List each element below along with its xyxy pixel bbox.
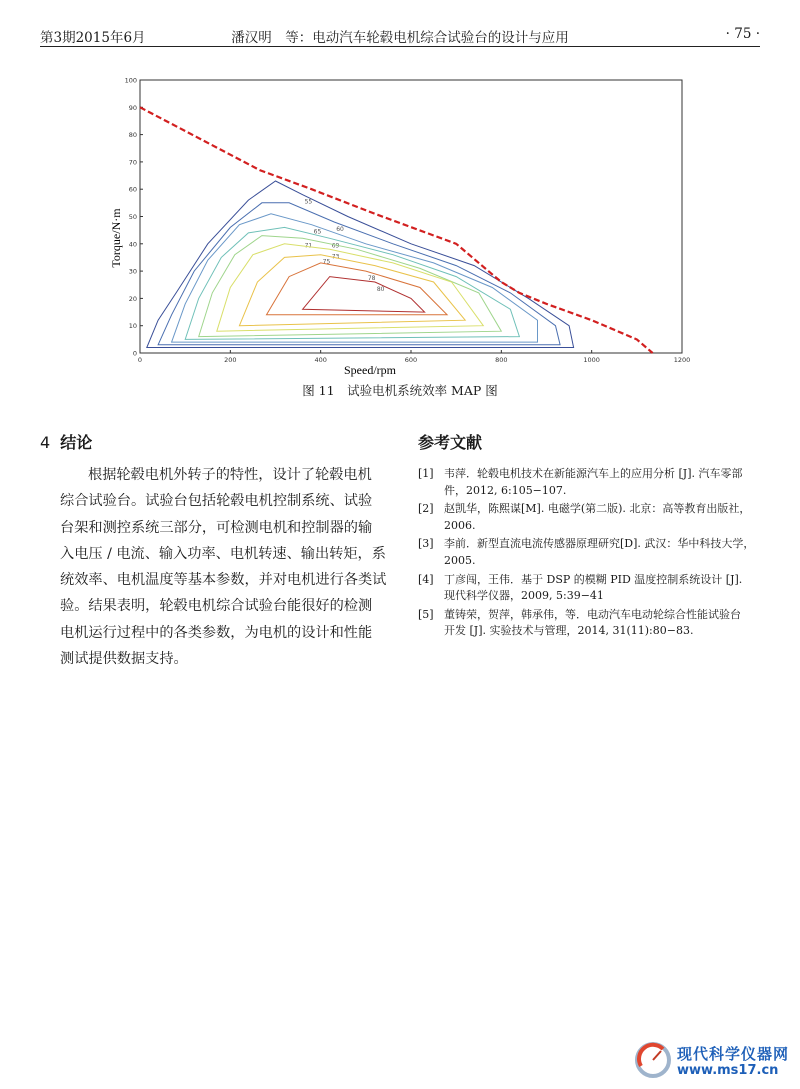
reference-line: 丁彦闯，王伟．基于 DSP 的模糊 PID 温度控制系统设计 [J]. <box>444 572 743 586</box>
figure-caption: 图 11 试验电机系统效率 MAP 图 <box>302 383 498 398</box>
x-tick-label: 600 <box>404 356 418 364</box>
reference-item <box>418 572 778 605</box>
y-tick-label: 40 <box>128 240 137 249</box>
x-tick-label: 0 <box>137 356 143 364</box>
watermark-url: www.ms17.cn <box>677 1063 779 1078</box>
reference-line: 董铸荣，贺萍，韩承伟，等．电动汽车电动轮综合性能试验台 <box>444 607 741 621</box>
reference-item <box>418 607 778 640</box>
paragraph-line: 根据轮毂电机外转子的特性，设计了轮毂电机 <box>88 467 372 483</box>
reference-number: [5] <box>418 607 434 621</box>
reference-number: [2] <box>418 502 434 516</box>
reference-number: [1] <box>418 467 434 480</box>
reference-line: 现代科学仪器，2009, 5:39−41 <box>444 589 604 603</box>
x-tick-label: 1200 <box>673 356 691 364</box>
reference-item <box>418 466 778 499</box>
reference-line: 2006. <box>444 518 476 532</box>
paragraph-line: 电机运行过程中的各类参数，为电机的设计和性能 <box>60 624 373 641</box>
y-tick-label: 50 <box>128 213 137 221</box>
contour-label: 73 <box>331 253 340 261</box>
y-tick-label: 30 <box>128 267 137 276</box>
x-tick-label: 200 <box>224 356 237 364</box>
section-title: 结论 <box>60 433 93 452</box>
running-header <box>40 24 760 47</box>
contour-label: 80 <box>376 286 385 294</box>
y-tick-label: 100 <box>124 76 137 85</box>
contour-line-73 <box>217 244 484 331</box>
references-heading: 参考文献 <box>418 433 483 452</box>
reference-item <box>418 501 778 534</box>
y-tick-label: 80 <box>128 131 137 140</box>
reference-number: [3] <box>418 537 434 551</box>
contour-line-71 <box>199 236 502 337</box>
reference-list <box>418 466 778 642</box>
y-axis-label: Torque/N·m <box>109 208 123 268</box>
watermark-name: 现代科学仪器网 <box>677 1045 790 1063</box>
x-tick-label: 1000 <box>583 356 600 364</box>
contour-label: 65 <box>313 228 322 236</box>
efficiency-map-chart <box>100 68 700 378</box>
y-tick-label: 90 <box>128 103 137 112</box>
x-tick-label: 800 <box>495 356 508 364</box>
contour-line-60 <box>158 203 560 345</box>
contour-label: 55 <box>304 198 313 206</box>
running-title: 潘汉明 等：电动汽车轮毂电机综合试验台的设计与应用 <box>231 30 569 46</box>
reference-item <box>418 536 778 569</box>
chart-ticks <box>125 77 691 365</box>
reference-line: 2005. <box>444 553 476 567</box>
contour-label: 60 <box>336 225 344 233</box>
section-number: 4 <box>40 433 51 452</box>
paragraph-line: 台架和测控系统三部分，可检测电机和控制器的输 <box>60 519 373 536</box>
y-tick-label: 60 <box>128 185 137 194</box>
contour-label: 71 <box>304 242 313 250</box>
y-tick-label: 10 <box>128 322 137 331</box>
conclusion-paragraph <box>60 462 390 672</box>
paragraph-line: 验。结果表明，轮毂电机综合试验台能很好的检测 <box>60 598 373 615</box>
contour-label: 75 <box>322 258 331 266</box>
gauge-logo-icon <box>633 1040 673 1080</box>
max-torque-curve <box>140 107 653 353</box>
max-torque-line <box>140 107 653 353</box>
reference-line: 开发 [J]. 实验技术与管理，2014, 31(11):80−83. <box>444 624 694 638</box>
reference-line: 赵凯华，陈熙谋[M]. 电磁学(第二版). 北京：高等教育出版社， <box>444 502 751 516</box>
paragraph-line: 入电压 / 电流、输入功率、电机转速、输出转矩，系 <box>60 545 386 562</box>
paragraph-line: 综合试验台。试验台包括轮毂电机控制系统、试验 <box>60 493 373 510</box>
reference-line: 李前．新型直流电流传感器原理研究[D]. 武汉：华中科技大学， <box>444 537 755 551</box>
contour-line-80 <box>303 277 425 313</box>
reference-number: [4] <box>418 572 434 586</box>
y-tick-label: 0 <box>132 349 137 358</box>
paragraph-line: 统效率、电机温度等基本参数，并对电机进行各类试 <box>60 572 387 589</box>
y-tick-label: 20 <box>128 294 137 303</box>
x-tick-label: 400 <box>314 356 327 364</box>
contour-label: 78 <box>367 275 376 283</box>
watermark-logo <box>633 1040 793 1082</box>
reference-line: 韦萍．轮毂电机技术在新能源汽车上的应用分析 [J]. 汽车零部 <box>444 467 743 480</box>
reference-line: 件，2012, 6:105−107. <box>444 483 567 497</box>
issue-info: 第3期2015年6月 <box>40 30 146 46</box>
section-heading <box>40 430 92 453</box>
y-tick-label: 70 <box>128 158 137 167</box>
paragraph-line: 测试提供数据支持。 <box>60 651 188 668</box>
efficiency-contours <box>147 181 574 348</box>
x-axis-label: Speed/rpm <box>344 363 396 377</box>
page-number: · 75 · <box>725 26 760 42</box>
contour-label: 69 <box>331 242 340 250</box>
